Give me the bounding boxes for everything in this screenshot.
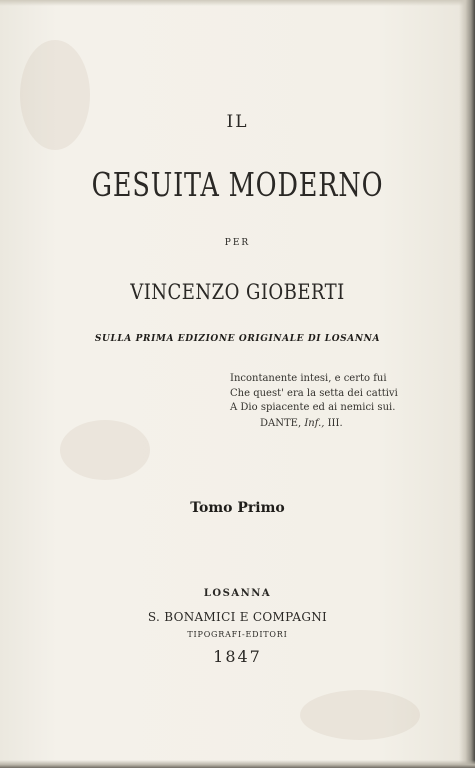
imprint-year: 1847: [213, 647, 262, 666]
imprint-role: TIPOGRAFI-EDITORI: [187, 630, 288, 639]
paper-stain: [300, 690, 420, 740]
title-article: IL: [226, 112, 249, 132]
epigraph-line: Che quest' era la setta dei cattivi: [230, 387, 398, 399]
by-line: PER: [224, 238, 251, 248]
paper-stain: [60, 420, 150, 480]
paper-stain: [20, 40, 90, 150]
page-top-edge: [0, 0, 475, 6]
volume-label: Tomo Primo: [190, 500, 285, 516]
citation-work: Inf.,: [304, 417, 325, 429]
epigraph-line: A Dio spiacente ed ai nemici sui.: [230, 402, 396, 413]
book-title: GESUITA MODERNO: [91, 165, 384, 204]
citation-author: DANTE,: [260, 417, 302, 429]
citation-canto: III.: [327, 417, 343, 429]
edition-note: SULLA PRIMA EDIZIONE ORIGINALE DI LOSANNA: [94, 334, 381, 344]
epigraph: [230, 372, 398, 431]
imprint-city: LOSANNA: [203, 588, 272, 599]
page-bottom-edge: [0, 760, 475, 768]
epigraph-citation: [230, 417, 398, 432]
author-name: VINCENZO GIOBERTI: [130, 280, 345, 304]
imprint-publisher: S. BONAMICI E COMPAGNI: [147, 610, 328, 624]
epigraph-line: Incontanente intesi, e certo fui: [230, 373, 387, 384]
